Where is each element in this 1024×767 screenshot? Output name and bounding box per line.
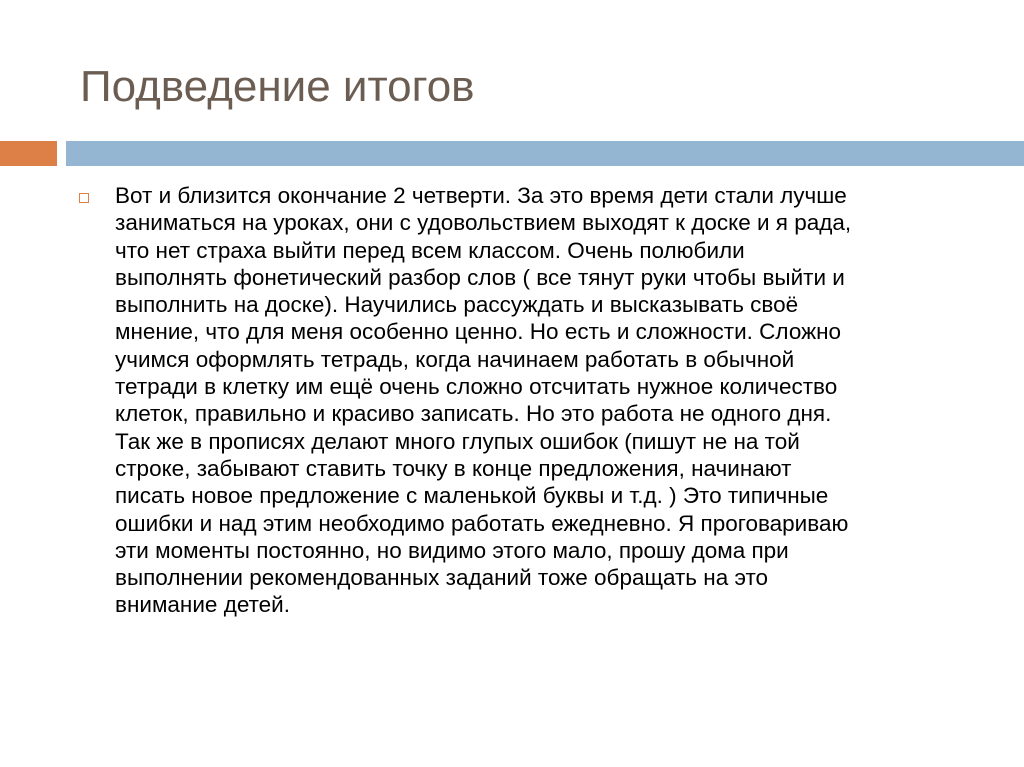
title-underline-bar xyxy=(66,141,1024,166)
body-line: ошибки и над этим необходимо работать ежедневно. Я проговариваю xyxy=(115,510,849,536)
body-paragraph xyxy=(115,182,975,619)
body-line: мнение, что для меня особенно ценно. Но есть и сложности. Сложно xyxy=(115,319,842,345)
body-line: Вот и близится окончание 2 четверти. За это время дети стали лучше xyxy=(115,183,847,208)
body-line: тетради в клетку им ещё очень сложно отсчитать нужное количество xyxy=(115,374,838,400)
body-line: Так же в прописях делают много глупых ошибок (пишут не на той xyxy=(115,428,800,454)
body-line: выполнить на доске). Научились рассуждать и высказывать своё xyxy=(115,292,799,318)
slide-title: Подведение итогов xyxy=(80,62,475,111)
body-line: учимся оформлять тетрадь, когда начинаем работать в обычной xyxy=(115,346,795,372)
body-line: заниматься на уроках, они с удовольствием выходят к доске и я рада, xyxy=(115,210,852,236)
body-line: внимание детей. xyxy=(115,592,290,618)
body-line: эти моменты постоянно, но видимо этого мало, прошу дома при xyxy=(115,537,789,563)
body-line: строке, забывают ставить точку в конце предложения, начинают xyxy=(115,455,792,481)
body-line: выполнении рекомендованных заданий тоже обращать на это xyxy=(115,565,769,591)
square-bullet-icon xyxy=(79,193,89,203)
body-line: выполнять фонетический разбор слов ( все тянут руки чтобы выйти и xyxy=(115,264,845,290)
body-line: клеток, правильно и красиво записать. Но это работа не одного дня. xyxy=(115,401,832,427)
body-line: писать новое предложение с маленькой буквы и т.д. ) Это типичные xyxy=(115,483,829,509)
body-line: что нет страха выйти перед всем классом. Очень полюбили xyxy=(115,237,745,263)
accent-bar xyxy=(0,141,57,166)
